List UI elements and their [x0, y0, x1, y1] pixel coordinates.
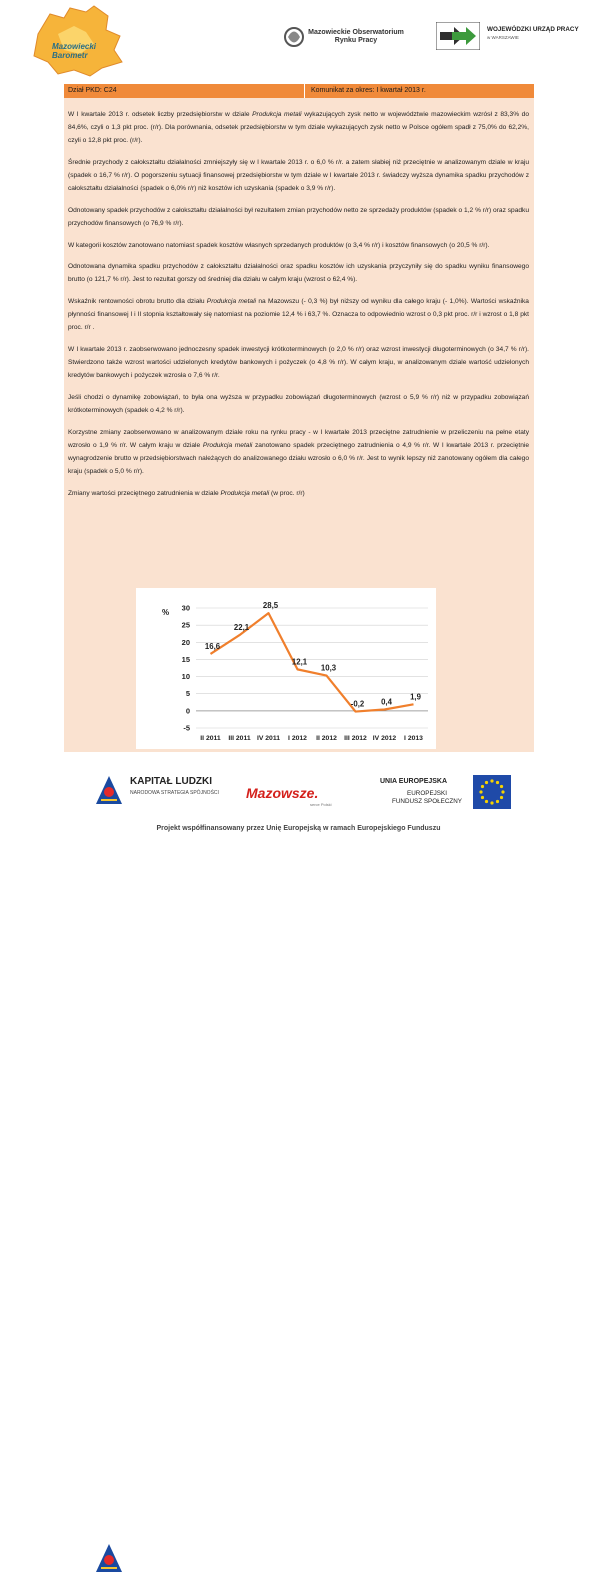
y-tick-label: 15	[181, 654, 190, 664]
wup-name-city: w WARSZAWIE	[487, 35, 519, 40]
paragraph-italic-term: Produkcja metali	[220, 489, 270, 497]
x-tick-label: IV 2012	[372, 735, 397, 742]
eu-flag-icon	[473, 775, 511, 809]
eu-star-icon	[496, 800, 499, 803]
eu-star-icon	[501, 790, 504, 793]
data-label: 12,1	[291, 657, 308, 667]
paragraph-text: zanotowano spadek przeciętnego zatrudnienia o 4,9 % r/r. W I kwartale 2013 r. przeciętnie wynagrodzenie brutto w przedsiębiorstwach należących do analizowanego działu wzrosło o 6,0 % r/r. Jest to wynik lepszy niż zanotowany ogółem dla całego kraju (spadek o 5,0 % r/r).	[68, 441, 529, 475]
info-bar	[64, 84, 534, 98]
paragraph-text: Jeśli chodzi o dynamikę zobowiązań, to była ona wyższa w przypadku zobowiązań długoterminowych (wzrost o 5,9 % r/r) niż w przypadku zobowiązań krótkoterminowych (spadek o 4,2 % r/r).	[68, 393, 529, 414]
paragraph-text: na Mazowszu (- 0,3 %) był niższy od wyniku dla całego kraju (- 1,0%). Wartości wskaźnika płynności finansowej I i II stopnia kształtowały się natomiast na poziomie 12,4 % i 63,7 %. Oznacza to odpowiednio wzrost o 0,3 pkt proc. r/r i wzrost o 1,8 pkt proc. r/r .	[68, 298, 529, 332]
mazowsze-sub: serce Polski	[310, 802, 332, 807]
eu-star-icon	[500, 785, 503, 788]
paragraph	[68, 426, 529, 478]
page-header	[0, 0, 597, 80]
employment-change-chart	[136, 588, 436, 749]
paragraph-italic-term: Produkcja metali	[202, 441, 253, 449]
dzial-pkd: Dział PKD: C24	[64, 84, 305, 98]
paragraph	[68, 343, 529, 382]
paragraph-text: Odnotowana dynamika spadku przychodów z całokształtu działalności oraz spadku kosztów ich uzyskania przyczyniły się do spadku wyniku finansowego brutto (o 121,7 % r/r). Jest to rezultat gorszy od średniej dla działu w całym kraju (wzrost o 62,4 %).	[68, 263, 529, 284]
komunikat-okres: Komunikat za okres: I kwartał 2013 r.	[311, 87, 426, 94]
y-tick-label: 0	[185, 706, 190, 716]
eu-star-icon	[490, 779, 493, 782]
eu-star-icon	[490, 801, 493, 804]
kapital-ludzki-text: KAPITAŁ LUDZKI	[130, 776, 213, 787]
data-label: 0,4	[381, 697, 392, 707]
data-label: 10,3	[320, 663, 337, 673]
paragraph-text: wykazujących zysk netto w województwie mazowieckim wzrósł z 83,3% do 84,6%, czyli o 1,3 pkt proc. (r/r). Dla porównania, odsetek przedsiębiorstw w tym dziale wykazujących zysk netto w Polsce ogółem spadł z 75,0% do 62,2%, czyli o 12,8 pkt proc. (r/r).	[68, 111, 530, 145]
paragraph-text: Korzystne zmiany zaobserwowano w analizowanym dziale roku na rynku pracy - w I kwartale 2013 przeciętne zatrudnienie w przeliczeniu na pełne etaty wzrosło o 1,9 % r/r. W całym kraju w dziale	[68, 428, 529, 449]
x-tick-label: II 2011	[200, 735, 221, 742]
paragraph	[68, 295, 529, 334]
x-tick-label: I 2013	[404, 735, 423, 742]
paragraph	[68, 260, 529, 286]
x-tick-label: IV 2011	[256, 735, 281, 742]
paragraph-italic-term: Produkcja metali	[252, 111, 302, 118]
data-label: 1,9	[410, 692, 421, 702]
x-tick-label: I 2012	[288, 735, 307, 742]
eu-star-icon	[496, 781, 499, 784]
ue-title: UNIA EUROPEJSKA	[380, 778, 448, 785]
y-tick-label: 5	[185, 689, 190, 699]
y-tick-label: 10	[181, 672, 190, 682]
paragraph-text: W I kwartale 2013 r. odsetek liczby przedsiębiorstw w dziale	[68, 111, 253, 118]
mor-name: Mazowieckie Obserwatorium Rynku Pracy	[308, 29, 404, 44]
paragraph-text: W kategorii kosztów zanotowano natomiast spadek kosztów własnych sprzedanych produktów (o 3,4 % r/r) i kosztów finansowych (o 20,5 % r/r).	[68, 241, 490, 249]
eu-star-icon	[481, 785, 484, 788]
data-label: -0,2	[350, 699, 365, 709]
paragraph-text: Odnotowany spadek przychodów z całokształtu działalności był rezultatem zmian przychodów netto ze sprzedaży produktów (spadek o 1,2 % r/r) oraz spadku przychodów finansowych (o 76,9 % r/r).	[68, 206, 529, 227]
y-tick-label: 20	[181, 637, 190, 647]
y-tick-label: 25	[181, 620, 190, 630]
kapital-ludzki-logo	[92, 772, 126, 808]
ue-fund: EUROPEJSKI FUNDUSZ SPOŁECZNY	[392, 790, 462, 805]
paragraph-text: (w proc. r/r)	[269, 489, 305, 497]
y-tick-label: 30	[181, 603, 190, 613]
wup-logo	[436, 22, 480, 50]
paragraph-text: Wskaźnik rentowności obrotu brutto dla działu	[68, 298, 207, 305]
footer-note: Projekt współfinansowany przez Unię Europejską w ramach Europejskiego Funduszu	[156, 825, 441, 832]
kapital-ludzki-logo	[92, 1540, 126, 1576]
mazowsze-logo-text: Mazowsze.	[246, 785, 319, 801]
x-tick-label: III 2012	[344, 735, 367, 742]
data-label: 28,5	[262, 601, 279, 611]
y-tick-label: -5	[183, 723, 190, 733]
eu-star-icon	[485, 800, 488, 803]
eu-star-icon	[485, 781, 488, 784]
paragraph-text: Średnie przychody z całokształtu działalności zmniejszyły się w I kwartale 2013 r. o 6,0 % r/r. a zatem słabiej niż przeciętnie w analizowanym dziale w kraju (spadek o 16,7 % r/r). O pogorszeniu sytuacji finansowej przedsiębiorstw w tym dziale w I kwartale 2013 r. świadczy wyższa dynamika spadku przychodów z całokształtu działalności (spadek o 6,0% r/r) niż kosztów ich uzyskania (spadek o 3,9 % r/r).	[68, 158, 529, 193]
paragraph	[68, 108, 529, 147]
kapital-ludzki-sub: NARODOWA STRATEGIA SPÓJNOŚCI	[130, 790, 219, 796]
paragraph-text: Zmiany wartości przeciętnego zatrudnienia w dziale	[68, 489, 221, 497]
eu-star-icon	[479, 790, 482, 793]
x-tick-label: II 2012	[316, 735, 337, 742]
data-label: 16,6	[204, 641, 221, 651]
paragraph	[68, 156, 529, 195]
report-text	[68, 108, 529, 508]
barometr-logo-text: Mazowiecki Barometr	[52, 42, 97, 60]
paragraph	[68, 239, 529, 252]
wup-name	[487, 26, 579, 42]
mazowiecki-barometr-logo	[28, 4, 128, 78]
y-axis-label: %	[162, 608, 170, 617]
paragraph	[68, 487, 529, 500]
paragraph-text: W I kwartale 2013 r. zaobserwowano jednoczesny spadek inwestycji krótkoterminowych (o 2,0 % r/r) oraz wzrost inwestycji długoterminowych (o 34,7 % r/r). Stwierdzono także wzrost wartości udzielonych kredytów bankowych i pożyczek (o 4,8 % r/r). W całym kraju, w analizowanym dziale wartość udzielonych kredytów bankowych i pożyczek wzrosła o 7,6 % r/r.	[68, 345, 529, 380]
paragraph-italic-term: Produkcja metali	[206, 298, 257, 305]
eu-star-icon	[500, 796, 503, 799]
paragraph	[68, 204, 529, 230]
x-tick-label: III 2011	[228, 735, 251, 742]
wup-name-title: WOJEWÓDZKI URZĄD PRACY	[487, 26, 579, 33]
data-label: 22,1	[233, 623, 250, 633]
eu-star-icon	[481, 796, 484, 799]
paragraph	[68, 391, 529, 417]
